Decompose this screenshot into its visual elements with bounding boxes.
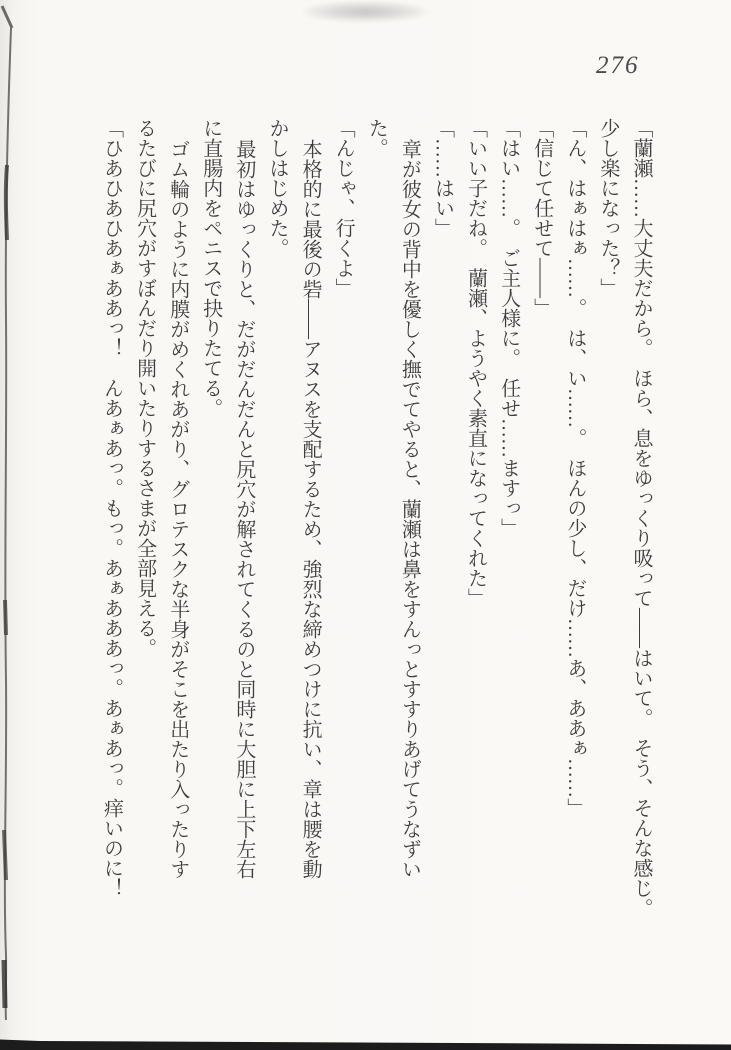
binding-edge-blob-2: [5, 600, 6, 635]
text-column: 「蘭瀬……大丈夫だから。 ほら、息をゆっくり吸って――はいて。 そう、そんな感じ。: [630, 118, 652, 918]
vertical-text-block: [93, 118, 657, 966]
page-number: 276: [596, 52, 640, 79]
text-column: 「……はい」: [431, 118, 454, 238]
text-column: 本格的に最後の砦――アヌスを支配するため、強烈な締めつけに抗い、章は腰を動: [299, 139, 322, 879]
text-column: るたびに尻穴がすぼんだり開いたりするさまが全部見える。: [133, 118, 156, 658]
binding-edge-blob-1: [6, 165, 7, 240]
corner-mark-top-left: [2, 6, 12, 28]
binding-edge-blob-4: [4, 960, 5, 1008]
scan-smudge: [278, 0, 453, 26]
binding-edge-blob-3: [4, 830, 6, 880]
text-column: た。: [365, 118, 388, 158]
text-column: に直腸内をペニスで抉りたてる。: [199, 118, 222, 418]
text-column: 「はい……。 ご主人様に。 任せ……ますっ」: [497, 118, 520, 538]
text-column: ゴム輪のように内膜がめくれあがり、グロテスクな半身がそこを出たり入ったりす: [166, 139, 189, 879]
text-column: 「いい子だね。 蘭瀬、ようやく素直になってくれた」: [464, 118, 487, 608]
text-column: 「んじゃ、行くよ」: [332, 118, 355, 298]
text-column: 最初はゆっくりと、だがだんだんと尻穴が解されてくるのと同時に大胆に上下左右: [232, 139, 255, 879]
text-column: かしはじめた。: [265, 118, 288, 258]
text-column: 章が彼女の背中を優しく撫でてやると、蘭瀬は鼻をすんっとすすりあげてうなずい: [398, 139, 421, 879]
binding-edge-line: [5, 28, 11, 1020]
text-column: 「ひあひあひあぁああっ！ んあぁあっ。もっ。あぁあああっ。あぁあっ。痒いのに！: [100, 118, 123, 898]
bottom-scan-band: [0, 1040, 731, 1050]
text-column: 少し楽になった？」: [596, 118, 619, 298]
text-column: 「ん、はぁはぁ……。 は、い……。 ほんの少し、だけ……あ、ああぁ……」: [563, 118, 586, 818]
text-column: 「信じて任せて――」: [530, 118, 553, 318]
